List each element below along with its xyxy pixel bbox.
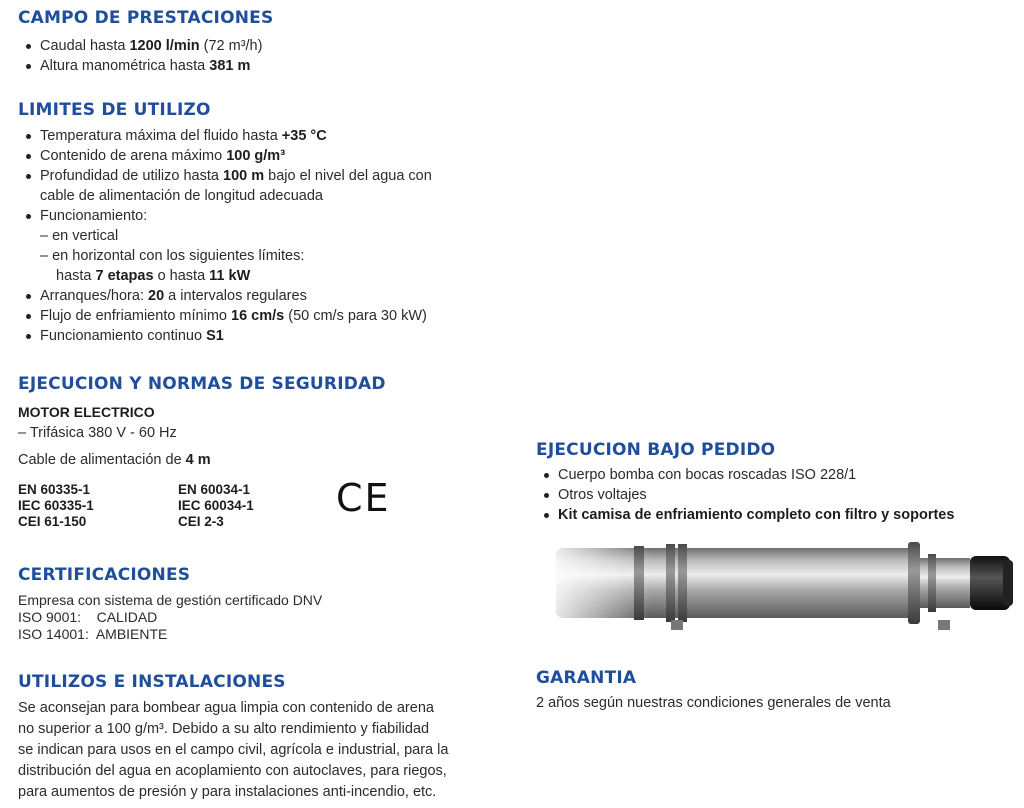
ce-mark-icon: CE [336, 476, 391, 520]
heading-utilizos: UTILIZOS E INSTALACIONES [18, 672, 286, 692]
cert-line: Empresa con sistema de gestión certificado DNV [18, 592, 323, 608]
list-item: Kit camisa de enfriamiento completo con filtro y soportes [538, 505, 1018, 525]
norm-item: IEC 60335-1 [18, 498, 94, 513]
list-item: Caudal hasta 1200 l/min (72 m³/h) [20, 36, 490, 56]
list-item: Arranques/hora: 20 a intervalos regulares [20, 286, 500, 306]
utilizos-line: distribución del agua en acoplamiento con autoclaves, para riegos, [18, 763, 447, 779]
func-vertical: – en vertical [40, 228, 119, 244]
motor-label: MOTOR ELECTRICO [18, 404, 155, 420]
heading-pedido: EJECUCION BAJO PEDIDO [536, 440, 776, 460]
pedido-list [538, 465, 1018, 525]
heading-garantia: GARANTIA [536, 668, 637, 688]
utilizos-text [18, 698, 498, 803]
list-item: Otros voltajes [538, 485, 1018, 505]
heading-ejecucion: EJECUCION Y NORMAS DE SEGURIDAD [18, 374, 386, 394]
norm-item: EN 60335-1 [18, 482, 91, 497]
cert-line: ISO 9001: CALIDAD [18, 609, 158, 625]
cable-line: Cable de alimentación de 4 m [18, 452, 211, 468]
norms-left [18, 482, 94, 530]
list-item: Funcionamiento continuo S1 [20, 326, 500, 346]
heading-certificaciones: CERTIFICACIONES [18, 565, 191, 585]
heading-campo: CAMPO DE PRESTACIONES [18, 8, 274, 28]
norm-item: EN 60034-1 [178, 482, 251, 497]
norm-item: CEI 61-150 [18, 514, 87, 529]
cooling-jacket-illustration [548, 536, 1018, 636]
utilizos-line: no superior a 100 g/m³. Debido a su alto rendimiento y fiabilidad [18, 721, 430, 737]
utilizos-line: para aumentos de presión y para instalaciones anti-incendio, etc. [18, 784, 437, 800]
list-item: Altura manométrica hasta 381 m [20, 56, 490, 76]
norm-item: IEC 60034-1 [178, 498, 254, 513]
utilizos-line: se indican para usos en el campo civil, agrícola e industrial, para la [18, 742, 449, 758]
list-item: Flujo de enfriamiento mínimo 16 cm/s (50 cm/s para 30 kW) [20, 306, 500, 326]
list-item: Contenido de arena máximo 100 g/m³ [20, 146, 500, 166]
trifasica: – Trifásica 380 V - 60 Hz [18, 425, 177, 441]
garantia-text: 2 años según nuestras condiciones generales de venta [536, 695, 891, 711]
cert-block [18, 592, 322, 643]
list-item: Funcionamiento: [20, 206, 500, 226]
limites-list [20, 126, 500, 346]
func-limits: hasta 7 etapas o hasta 11 kW [56, 268, 251, 284]
list-item: Cuerpo bomba con bocas roscadas ISO 228/1 [538, 465, 1018, 485]
cert-line: ISO 14001: AMBIENTE [18, 626, 168, 642]
list-item: Temperatura máxima del fluido hasta +35 °C [20, 126, 500, 146]
norms-right [178, 482, 254, 530]
list-item: Profundidad de utilizo hasta 100 m bajo el nivel del agua con cable de alimentación de longitud adecuada [20, 166, 500, 206]
utilizos-line: Se aconsejan para bombear agua limpia con contenido de arena [18, 700, 434, 716]
campo-list [20, 36, 490, 76]
heading-limites: LIMITES DE UTILIZO [18, 100, 211, 120]
func-horizontal: – en horizontal con los siguientes límites: [40, 248, 305, 264]
norm-item: CEI 2-3 [178, 514, 224, 529]
